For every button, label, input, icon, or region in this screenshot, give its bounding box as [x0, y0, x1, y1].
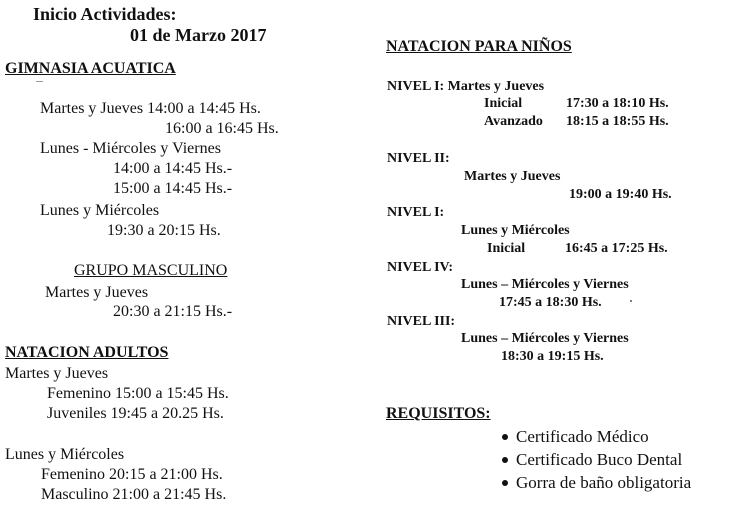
nivel-1-inicial-time: 17:30 a 18:10 Hs.: [566, 96, 669, 111]
requisito-item: Certificado Buco Dental: [516, 450, 683, 469]
scan-mark: [36, 81, 43, 85]
nivel-4-days: Lunes – Miércoles y Viernes: [461, 277, 629, 292]
grupo-masculino-days: Martes y Jueves: [45, 284, 149, 301]
adultos-group1-days: Martes y Jueves: [5, 365, 109, 382]
gimnasia-group1-days: Martes y Jueves 14:00 a 14:45 Hs.: [40, 100, 261, 117]
nivel-3-time: 18:30 a 19:15 Hs.: [501, 349, 604, 364]
adultos-masculino: Masculino 21:00 a 21:45 Hs.: [41, 486, 227, 503]
bullet-icon: [502, 480, 508, 486]
nivel-1b-inicial-time: 16:45 a 17:25 Hs.: [565, 241, 668, 256]
bullet-icon: [502, 457, 508, 463]
nivel-1-label: NIVEL I: Martes y Jueves: [387, 79, 545, 94]
nivel-2-time: 19:00 a 19:40 Hs.: [569, 187, 672, 202]
gimnasia-group3-days: Lunes y Miércoles: [40, 202, 160, 219]
nivel-4-time: 17:45 a 18:30 Hs.: [499, 295, 602, 310]
nivel-2-days: Martes y Jueves: [464, 169, 561, 184]
gimnasia-group2-time1: 14:00 a 14:45 Hs.-: [113, 160, 233, 177]
nivel-4-label: NIVEL IV:: [387, 260, 454, 275]
start-label: Inicio Actividades:: [33, 4, 177, 24]
start-date: 01 de Marzo 2017: [130, 25, 267, 45]
nivel-1b-days: Lunes y Miércoles: [461, 223, 570, 238]
adultos-femenino-1: Femenino 15:00 a 15:45 Hs.: [47, 385, 229, 402]
requisitos-title: REQUISITOS:: [386, 405, 491, 422]
requisito-item: Certificado Médico: [516, 427, 649, 446]
adultos-group2-days: Lunes y Miércoles: [5, 446, 125, 463]
nivel-2-label: NIVEL II:: [387, 151, 450, 166]
requisito-item: Gorra de baño obligatoria: [516, 473, 692, 492]
gimnasia-group2-time2: 15:00 a 14:45 Hs.-: [113, 180, 233, 197]
adultos-title: NATACION ADULTOS: [5, 344, 169, 361]
grupo-masculino-time: 20:30 a 21:15 Hs.-: [113, 303, 233, 320]
gimnasia-title: GIMNASIA ACUATICA: [5, 60, 176, 77]
scan-dot: [630, 300, 632, 302]
grupo-masculino-title: GRUPO MASCULINO: [74, 262, 228, 279]
nivel-1-avanzado-name: Avanzado: [484, 114, 543, 129]
adultos-juveniles: Juveniles 19:45 a 20.25 Hs.: [47, 405, 224, 422]
gimnasia-group1-time2: 16:00 a 16:45 Hs.: [165, 120, 279, 137]
nivel-3-label: NIVEL III:: [387, 314, 456, 329]
nivel-1b-label: NIVEL I:: [387, 205, 445, 220]
nivel-1-avanzado-time: 18:15 a 18:55 Hs.: [566, 114, 669, 129]
adultos-femenino-2: Femenino 20:15 a 21:00 Hs.: [41, 466, 223, 483]
nivel-1-inicial-name: Inicial: [484, 96, 523, 111]
gimnasia-group3-time: 19:30 a 20:15 Hs.: [107, 222, 221, 239]
bullet-icon: [502, 434, 508, 440]
ninos-title: NATACION PARA NIÑOS: [386, 38, 572, 55]
gimnasia-group2-days: Lunes - Miércoles y Viernes: [40, 140, 221, 157]
nivel-3-days: Lunes – Miércoles y Viernes: [461, 331, 629, 346]
nivel-1b-inicial-name: Inicial: [487, 241, 526, 256]
